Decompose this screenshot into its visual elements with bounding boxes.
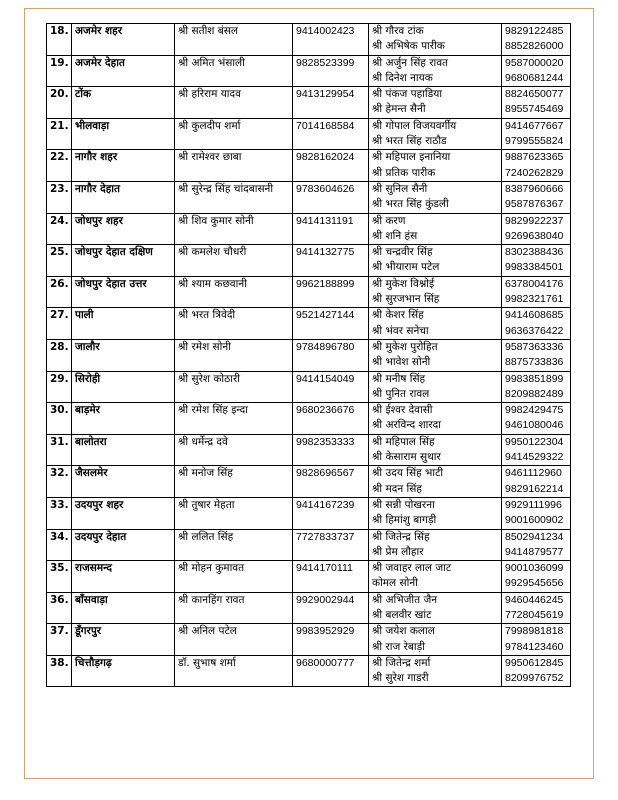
member-name: श्री करण bbox=[372, 214, 406, 227]
table-row bbox=[47, 403, 571, 435]
president-phone: 9680236676 bbox=[293, 403, 369, 435]
member-phones bbox=[502, 561, 571, 593]
member-names bbox=[369, 561, 502, 593]
serial-number: 20. bbox=[47, 87, 72, 119]
member-name: श्री सन्नी पोखरना bbox=[372, 498, 435, 511]
table-row bbox=[47, 624, 571, 656]
member-name: श्री ईश्वर देवासी bbox=[372, 404, 433, 417]
member-name: श्री पंकज पहाडिया bbox=[372, 88, 443, 101]
serial-number: 27. bbox=[47, 308, 72, 340]
serial-number: 32. bbox=[47, 466, 72, 498]
member-phone: 9784123460 bbox=[505, 640, 564, 653]
district-name: नागौर देहात bbox=[72, 181, 175, 213]
president-name: श्री कानहिंग रावत bbox=[175, 592, 293, 624]
president-phone: 9783604626 bbox=[293, 181, 369, 213]
member-phone: 9461112960 bbox=[505, 467, 562, 480]
member-name: श्री प्रतिक पारीक bbox=[372, 166, 436, 179]
district-name: चित्तौड़गढ़ bbox=[72, 655, 175, 687]
member-phone: 7728045619 bbox=[505, 608, 564, 621]
member-phone: 9887623365 bbox=[505, 151, 564, 164]
president-name: श्री सुरेश कोठारी bbox=[175, 371, 293, 403]
table-row bbox=[47, 339, 571, 371]
district-name: जोधपुर देहात दक्षिण bbox=[72, 245, 175, 277]
district-name: जोधपुर शहर bbox=[72, 213, 175, 245]
member-phone: 9680681244 bbox=[505, 71, 564, 84]
member-phone: 8852826000 bbox=[505, 40, 564, 53]
member-names bbox=[369, 245, 502, 277]
president-phone: 7727833737 bbox=[293, 529, 369, 561]
district-name: पाली bbox=[72, 308, 175, 340]
table-row bbox=[47, 561, 571, 593]
district-name: अजमेर शहर bbox=[72, 24, 175, 56]
member-phone: 8387960666 bbox=[505, 182, 564, 195]
district-name: डूँगरपुर bbox=[72, 624, 175, 656]
member-phones bbox=[502, 150, 571, 182]
president-phone: 9828523399 bbox=[293, 55, 369, 87]
member-phone: 8875733836 bbox=[505, 356, 564, 369]
member-phones bbox=[502, 339, 571, 371]
serial-number: 33. bbox=[47, 497, 72, 529]
member-phones bbox=[502, 213, 571, 245]
member-names bbox=[369, 276, 502, 308]
member-names bbox=[369, 213, 502, 245]
member-phones bbox=[502, 434, 571, 466]
member-phones bbox=[502, 403, 571, 435]
district-name: जोधपुर देहात उत्तर bbox=[72, 276, 175, 308]
member-phones bbox=[502, 497, 571, 529]
serial-number: 22. bbox=[47, 150, 72, 182]
member-name: श्री महिपाल सिंह bbox=[372, 435, 435, 448]
member-phones bbox=[502, 655, 571, 687]
district-name: अजमेर देहात bbox=[72, 55, 175, 87]
member-phone: 9929111996 bbox=[505, 498, 562, 511]
member-phones bbox=[502, 55, 571, 87]
member-name: श्री अभिजीत जैन bbox=[372, 593, 438, 606]
member-name: श्री भावेश सोनी bbox=[372, 356, 431, 369]
president-name: श्री अनिल पटेल bbox=[175, 624, 293, 656]
member-name: कोमल सोनी bbox=[372, 577, 418, 590]
member-phone: 9636376422 bbox=[505, 324, 564, 337]
member-phones bbox=[502, 276, 571, 308]
president-phone: 9414002423 bbox=[293, 24, 369, 56]
member-phone: 9983851899 bbox=[505, 372, 564, 385]
president-name: श्री सतीश बंसल bbox=[175, 24, 293, 56]
member-name: श्री महिपाल इनानिया bbox=[372, 151, 451, 164]
member-phone: 8502941234 bbox=[505, 530, 564, 543]
table-row bbox=[47, 181, 571, 213]
member-phone: 9982429475 bbox=[505, 404, 564, 417]
president-name: श्री रमेश सोनी bbox=[175, 339, 293, 371]
roster-body bbox=[47, 24, 571, 687]
member-phones bbox=[502, 181, 571, 213]
president-phone: 9828696567 bbox=[293, 466, 369, 498]
district-name: राजसमन्द bbox=[72, 561, 175, 593]
member-phone: 9829922237 bbox=[505, 214, 564, 227]
member-name: श्री भंवर सनेचा bbox=[372, 324, 429, 337]
member-names bbox=[369, 87, 502, 119]
table-row bbox=[47, 213, 571, 245]
member-phone: 8302388436 bbox=[505, 246, 564, 259]
serial-number: 38. bbox=[47, 655, 72, 687]
member-name: श्री जयेश कलाल bbox=[372, 625, 435, 638]
member-phones bbox=[502, 87, 571, 119]
member-names bbox=[369, 624, 502, 656]
member-phone: 9799555824 bbox=[505, 135, 564, 148]
district-roster-table bbox=[46, 23, 571, 687]
district-name: जैसलमेर bbox=[72, 466, 175, 498]
member-name: श्री मदन सिंह bbox=[372, 482, 422, 495]
member-phone: 8955745469 bbox=[505, 103, 564, 116]
table-row bbox=[47, 276, 571, 308]
member-name: श्री शनि हंस bbox=[372, 229, 418, 242]
member-name: श्री मुकेश पुरोहित bbox=[372, 340, 438, 353]
table-row bbox=[47, 308, 571, 340]
member-name: श्री अभिषेक पारीक bbox=[372, 40, 445, 53]
district-name: बाड़मेर bbox=[72, 403, 175, 435]
member-name: श्री चन्द्रवीर सिंह bbox=[372, 246, 433, 259]
member-phone: 7240262829 bbox=[505, 166, 564, 179]
member-names bbox=[369, 55, 502, 87]
member-names bbox=[369, 592, 502, 624]
member-names bbox=[369, 150, 502, 182]
table-row bbox=[47, 245, 571, 277]
district-name: जालौर bbox=[72, 339, 175, 371]
member-phone: 9982321761 bbox=[505, 293, 564, 306]
table-row bbox=[47, 371, 571, 403]
member-names bbox=[369, 497, 502, 529]
president-name: श्री रामेश्वर छाबा bbox=[175, 150, 293, 182]
member-phone: 9460446245 bbox=[505, 593, 564, 606]
member-phone: 9001036099 bbox=[505, 562, 564, 575]
table-row bbox=[47, 55, 571, 87]
member-name: श्री प्रेम लौहार bbox=[372, 545, 424, 558]
district-name: नागौर शहर bbox=[72, 150, 175, 182]
district-name: उदयपुर देहात bbox=[72, 529, 175, 561]
member-name: श्री मनीष सिंह bbox=[372, 372, 426, 385]
member-name: श्री जितेन्द्र शर्मा bbox=[372, 656, 431, 669]
member-name: श्री जवाहर लाल जाट bbox=[372, 562, 452, 575]
member-phone: 8824650077 bbox=[505, 88, 564, 101]
member-phone: 8209976752 bbox=[505, 672, 564, 685]
member-names bbox=[369, 655, 502, 687]
table-row bbox=[47, 466, 571, 498]
member-name: श्री दिनेश नायक bbox=[372, 71, 433, 84]
president-name: श्री सुरेन्द्र सिंह चांदबासनी bbox=[175, 181, 293, 213]
district-name: टोंक bbox=[72, 87, 175, 119]
member-name: श्री अरविन्द शारदा bbox=[372, 419, 441, 432]
member-phones bbox=[502, 592, 571, 624]
member-name: श्री अर्जुन सिंह रावत bbox=[372, 56, 449, 69]
member-phones bbox=[502, 624, 571, 656]
member-phone: 9929545656 bbox=[505, 577, 564, 590]
serial-number: 36. bbox=[47, 592, 72, 624]
president-phone: 9414167239 bbox=[293, 497, 369, 529]
member-phone: 9587000020 bbox=[505, 56, 564, 69]
table-row bbox=[47, 592, 571, 624]
table-row bbox=[47, 150, 571, 182]
table-row bbox=[47, 529, 571, 561]
table-row bbox=[47, 24, 571, 56]
table-row bbox=[47, 434, 571, 466]
member-name: श्री केसाराम सुथार bbox=[372, 451, 441, 464]
member-phones bbox=[502, 529, 571, 561]
president-phone: 9414170111 bbox=[293, 561, 369, 593]
member-phone: 9829122485 bbox=[505, 25, 564, 37]
member-names bbox=[369, 24, 502, 56]
member-name: श्री बलवीर खांट bbox=[372, 608, 432, 621]
member-phone: 9587876367 bbox=[505, 198, 564, 211]
district-name: बालोतरा bbox=[72, 434, 175, 466]
district-name: उदयपुर शहर bbox=[72, 497, 175, 529]
serial-number: 19. bbox=[47, 55, 72, 87]
president-phone: 9962188899 bbox=[293, 276, 369, 308]
president-phone: 9414132775 bbox=[293, 245, 369, 277]
member-phones bbox=[502, 308, 571, 340]
member-phone: 9269638040 bbox=[505, 229, 564, 242]
serial-number: 34. bbox=[47, 529, 72, 561]
member-phone: 9829162214 bbox=[505, 482, 564, 495]
president-phone: 9982353333 bbox=[293, 434, 369, 466]
member-names bbox=[369, 403, 502, 435]
serial-number: 29. bbox=[47, 371, 72, 403]
member-name: श्री सुरेश गाडरी bbox=[372, 672, 429, 685]
member-phone: 9414529322 bbox=[505, 451, 564, 464]
serial-number: 35. bbox=[47, 561, 72, 593]
member-phone: 9414608685 bbox=[505, 309, 564, 322]
member-phones bbox=[502, 118, 571, 150]
member-phone: 9461080046 bbox=[505, 419, 564, 432]
district-name: बाँसवाड़ा bbox=[72, 592, 175, 624]
member-phone: 9587363336 bbox=[505, 340, 564, 353]
president-phone: 9784896780 bbox=[293, 339, 369, 371]
member-name: श्री जितेन्द्र सिंह bbox=[372, 530, 430, 543]
president-name: श्री भरत त्रिवेदी bbox=[175, 308, 293, 340]
serial-number: 23. bbox=[47, 181, 72, 213]
president-name: डॉ. सुभाष शर्मा bbox=[175, 655, 293, 687]
president-phone: 9521427144 bbox=[293, 308, 369, 340]
president-name: श्री कुलदीप शर्मा bbox=[175, 118, 293, 150]
member-names bbox=[369, 466, 502, 498]
member-name: श्री पुनित रावल bbox=[372, 387, 430, 400]
serial-number: 37. bbox=[47, 624, 72, 656]
president-phone: 9680000777 bbox=[293, 655, 369, 687]
table-row bbox=[47, 497, 571, 529]
president-phone: 9983952929 bbox=[293, 624, 369, 656]
president-name: श्री श्याम कछवानी bbox=[175, 276, 293, 308]
member-name: श्री सुरजभान सिंह bbox=[372, 293, 440, 306]
member-name: श्री सुनिल सैनी bbox=[372, 182, 428, 195]
member-name: श्री राज रेबाड़ी bbox=[372, 640, 425, 653]
serial-number: 30. bbox=[47, 403, 72, 435]
member-name: श्री भीयाराम पटेल bbox=[372, 261, 440, 274]
president-phone: 9414154049 bbox=[293, 371, 369, 403]
president-name: श्री तुषार मेहता bbox=[175, 497, 293, 529]
table-row bbox=[47, 655, 571, 687]
member-name: श्री गोपाल विजयवर्गीय bbox=[372, 119, 457, 132]
member-names bbox=[369, 181, 502, 213]
president-name: श्री कमलेश चौधरी bbox=[175, 245, 293, 277]
member-name: श्री हिमांशु बागड़ी bbox=[372, 514, 437, 527]
member-name: श्री भरत सिंह कुंडली bbox=[372, 198, 449, 211]
member-names bbox=[369, 339, 502, 371]
member-phone: 8209882489 bbox=[505, 387, 564, 400]
district-name: सिरोही bbox=[72, 371, 175, 403]
serial-number: 18. bbox=[47, 24, 72, 56]
member-names bbox=[369, 308, 502, 340]
member-names bbox=[369, 118, 502, 150]
president-phone: 9929002944 bbox=[293, 592, 369, 624]
member-phone: 9414879577 bbox=[505, 545, 564, 558]
president-phone: 9414131191 bbox=[293, 213, 369, 245]
member-phones bbox=[502, 24, 571, 56]
serial-number: 28. bbox=[47, 339, 72, 371]
president-name: श्री मोहन कुमावत bbox=[175, 561, 293, 593]
member-name: श्री मुकेश विश्नोई bbox=[372, 277, 435, 290]
serial-number: 21. bbox=[47, 118, 72, 150]
member-name: श्री हेमन्त सैनी bbox=[372, 103, 426, 116]
member-name: श्री केशर सिंह bbox=[372, 309, 424, 322]
member-phone: 9950612845 bbox=[505, 656, 564, 669]
serial-number: 26. bbox=[47, 276, 72, 308]
table-row bbox=[47, 87, 571, 119]
serial-number: 25. bbox=[47, 245, 72, 277]
president-name: श्री शिव कुमार सोनी bbox=[175, 213, 293, 245]
member-names bbox=[369, 434, 502, 466]
president-name: श्री अमित भंसाली bbox=[175, 55, 293, 87]
president-name: श्री ललित सिंह bbox=[175, 529, 293, 561]
district-name: भीलवाड़ा bbox=[72, 118, 175, 150]
table-row bbox=[47, 118, 571, 150]
serial-number: 31. bbox=[47, 434, 72, 466]
president-name: श्री हरिराम यादव bbox=[175, 87, 293, 119]
member-phones bbox=[502, 466, 571, 498]
president-phone: 9828162024 bbox=[293, 150, 369, 182]
member-phone: 9001600902 bbox=[505, 514, 564, 527]
president-name: श्री धर्मेन्द्र दवे bbox=[175, 434, 293, 466]
member-phone: 6378004176 bbox=[505, 277, 564, 290]
member-name: श्री भरत सिंह राठौड bbox=[372, 135, 447, 148]
member-phone: 9414677667 bbox=[505, 119, 564, 132]
member-name: श्री उदय सिंह भाटी bbox=[372, 467, 444, 480]
member-names bbox=[369, 529, 502, 561]
member-name: श्री गौरव टांक bbox=[372, 25, 424, 37]
president-phone: 7014168584 bbox=[293, 118, 369, 150]
president-phone: 9413129954 bbox=[293, 87, 369, 119]
serial-number: 24. bbox=[47, 213, 72, 245]
president-name: श्री मनोज सिंह bbox=[175, 466, 293, 498]
member-names bbox=[369, 371, 502, 403]
member-phones bbox=[502, 245, 571, 277]
president-name: श्री रमेश सिंह इन्दा bbox=[175, 403, 293, 435]
member-phone: 9983384501 bbox=[505, 261, 564, 274]
member-phone: 7998981818 bbox=[505, 625, 564, 638]
member-phones bbox=[502, 371, 571, 403]
member-phone: 9950122304 bbox=[505, 435, 564, 448]
